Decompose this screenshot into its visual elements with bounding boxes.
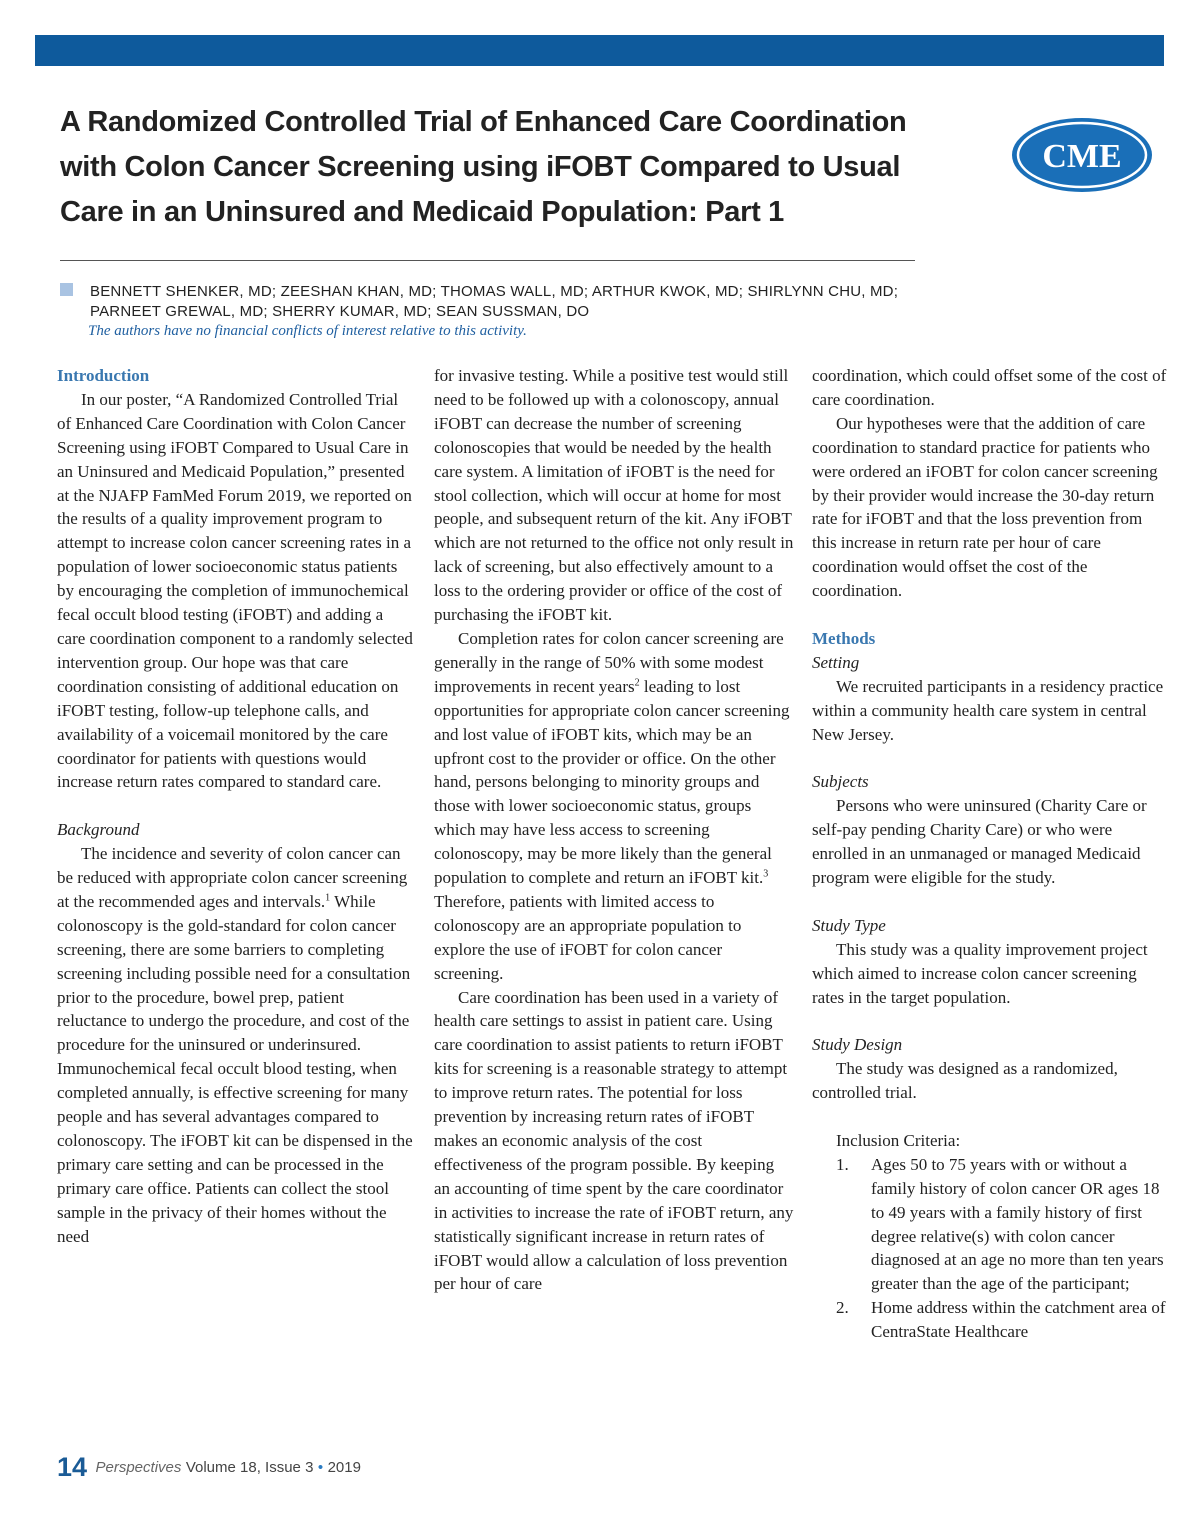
background-paragraph: The incidence and severity of colon cancer can be reduced with appropriate colon cancer screening at the recommended ages and intervals.$^1$ While colonoscopy is the gold-standard for colon cancer screening, there are some barriers to completing screening including possible need for a consultation prior to the procedure, bowel prep, patient reluctance to undergo the procedure, and cost of the procedure for the uninsured or underinsured. Immunochemical fecal occult blood testing, when completed annually, is effective screening for many people and has several advantages compared to colonoscopy. The iFOBT kit can be dispensed in the primary care setting and can be processed in the primary care office. Patients can collect the stool sample in the privacy of their homes without the need: [57, 844, 413, 1246]
care-coordination-paragraph: Care coordination has been used in a variety of health care settings to assist in patient care. Using care coordination to assist patients to return iFOBT kits for screening is a reasonable strategy to attempt to improve return rates. The potential for loss prevention by increasing return rates of iFOBT makes an economic analysis of the cost effectiveness of the program possible. By keeping an accounting of time spent by the care coordinator in activities to increase the rate of iFOBT return, any statistically significant increase in return rates of iFOBT would allow a calculation of loss prevention per hour of care: [434, 987, 794, 1294]
section-heading-introduction: Introduction: [57, 366, 150, 385]
subheading-background: Background: [57, 820, 140, 840]
journal-name: Perspectives: [95, 1459, 182, 1476]
list-item-text: Ages 50 to 75 years with or without a family history of colon cancer OR ages 18 to 49 years with a family history of first degree relative(s) with colon cancer diagnosed at an age no more than ten years greater than the age of the participant;: [871, 1154, 1164, 1294]
setting-paragraph: We recruited participants in a residency practice within a community health care system in central New Jersey.: [812, 676, 1164, 744]
authors-line: BENNETT SHENKER, MD; ZEESHAN KHAN, MD; THOMAS WALL, MD; ARTHUR KWOK, MD; SHIRLYNN CHU, MD;: [90, 283, 899, 300]
subheading-study-type: Study Type: [812, 915, 886, 935]
header-color-bar: [35, 35, 1164, 66]
publication-year: 2019: [327, 1459, 361, 1476]
article-title: [60, 100, 960, 235]
text-column-2: [434, 364, 794, 1296]
separator-bullet: •: [317, 1459, 324, 1476]
cme-logo-text: CME: [1042, 138, 1122, 175]
subjects-paragraph: Persons who were uninsured (Charity Care or self-pay pending Charity Care) or who were enrolled in an unmanaged or managed Medicaid program were eligible for the study.: [812, 796, 1147, 887]
cme-logo: [1011, 117, 1153, 193]
introduction-paragraph: In our poster, “A Randomized Controlled Trial of Enhanced Care Coordination with Colon Cancer Screening using iFOBT Compared to Usual Care in an Uninsured and Medicaid Population,” presented at the NJAFP FamMed Forum 2019, we reported on the results of a quality improvement program to attempt to increase colon cancer screening rates in a population of lower socioeconomic status patients by encouraging the completion of immunochemical fecal occult blood testing (iFOBT) and adding a care coordination component to a randomly selected intervention group. Our hope was that care coordination consisting of additional education on iFOBT testing, follow-up telephone calls, and availability of a voicemail monitored by the care coordinator for patients with questions would increase return rates compared to standard care.: [57, 389, 413, 792]
title-line: with Colon Cancer Screening using iFOBT Compared to Usual: [60, 151, 901, 183]
text-column-3: [812, 364, 1168, 1344]
authors-marker-icon: [60, 283, 73, 296]
list-item-number: 1.: [836, 1154, 849, 1174]
citation-ref: 3: [763, 868, 769, 880]
care-coordination-continued-paragraph: coordination, which could offset some of the cost of care coordination.: [812, 366, 1167, 409]
title-line: A Randomized Controlled Trial of Enhanced Care Coordination: [60, 106, 907, 138]
list-item: [812, 1296, 1168, 1344]
title-line: Care in an Uninsured and Medicaid Population: Part 1: [60, 196, 785, 228]
completion-rates-paragraph: Completion rates for colon cancer screening are generally in the range of 50% with some modest improvements in recent years$^2$ leading to lost opportunities for appropriate colon cancer screening and lost value of iFOBT kits, which may be an upfront cost to the provider or office. On the other hand, persons belonging to minority groups and those with lower socioeconomic status, groups which may have less access to screening colonoscopy, may be more likely than the general population to complete and return an iFOBT kit.$^3$ Therefore, patients with limited access to colonoscopy are an appropriate population to explore the use of iFOBT for colon cancer screening.: [434, 628, 790, 983]
inclusion-criteria-list: [812, 1153, 1168, 1344]
author-list: [90, 282, 1150, 322]
subheading-setting: Setting: [812, 652, 860, 672]
issue-info: Volume 18, Issue 3: [185, 1459, 314, 1476]
list-item-text: Home address within the catchment area of CentraState Healthcare: [871, 1298, 1166, 1342]
study-type-paragraph: This study was a quality improvement project which aimed to increase colon cancer screening rates in the target population.: [812, 939, 1148, 1007]
hypotheses-paragraph: Our hypotheses were that the addition of care coordination to standard practice for patients who were ordered an iFOBT for colon cancer screening by their provider would increase the 30-day return rate for iFOBT and that the loss prevention from this increase in return rate per hour of care coordination would offset the cost of the coordination.: [812, 413, 1158, 601]
disclosure-statement: The authors have no financial conflicts of interest relative to this activity.: [88, 323, 527, 339]
authors-line: PARNEET GREWAL, MD; SHERRY KUMAR, MD; SEAN SUSSMAN, DO: [90, 303, 590, 320]
list-item: [812, 1153, 1168, 1296]
background-continued-paragraph: for invasive testing. While a positive test would still need to be followed up with a colonoscopy, annual iFOBT can decrease the number of screening colonoscopies that would be needed by the health care system. A limitation of iFOBT is the need for stool collection, which will occur at home for most people, and subsequent return of the kit. Any iFOBT which are not returned to the office not only result in lack of screening, but also effectively amount to a loss to the ordering provider or office of the cost of purchasing the iFOBT kit.: [434, 366, 794, 625]
subheading-study-design: Study Design: [812, 1035, 903, 1055]
section-heading-methods: Methods: [812, 628, 876, 648]
study-design-paragraph: The study was designed as a randomized, controlled trial.: [812, 1059, 1118, 1103]
title-divider: [60, 260, 915, 261]
list-item-number: 2.: [836, 1298, 849, 1318]
page-number: 14: [57, 1452, 88, 1482]
text-column-1: [57, 364, 413, 1249]
page-footer: [57, 1452, 361, 1483]
citation-ref: 1: [325, 892, 331, 904]
citation-ref: 2: [634, 677, 640, 689]
subheading-subjects: Subjects: [812, 772, 869, 792]
inclusion-criteria-label: Inclusion Criteria:: [836, 1130, 961, 1150]
